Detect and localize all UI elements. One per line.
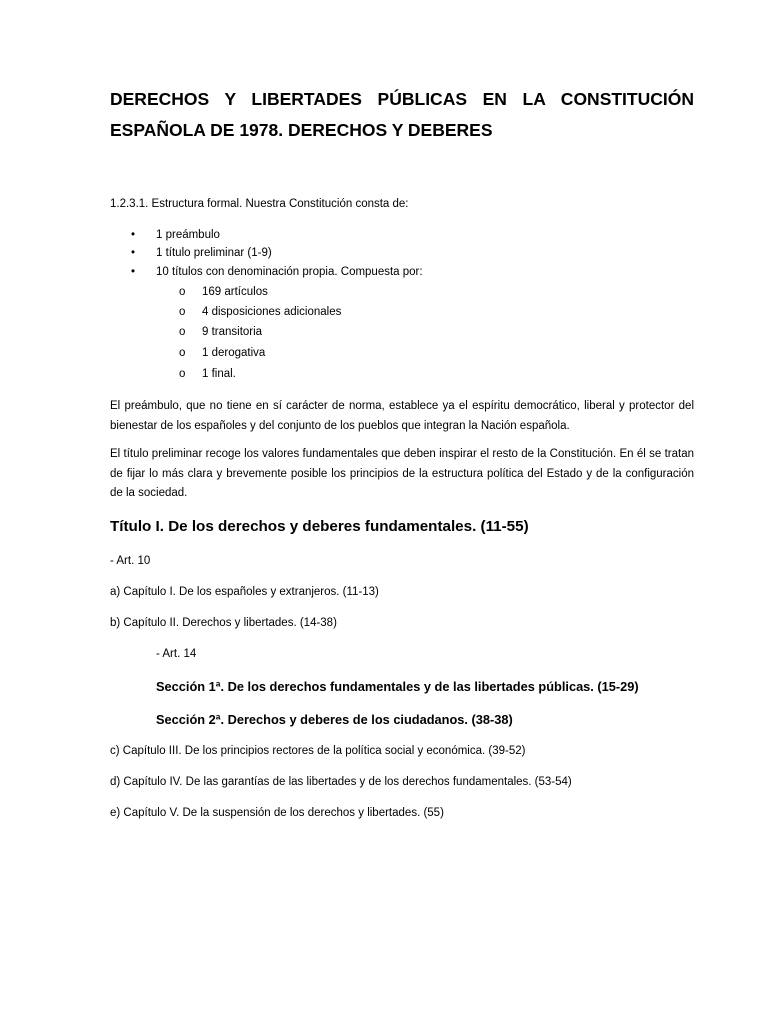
bullet-item: 1 título preliminar (1-9) [156, 247, 272, 259]
sub-item: 9 transitoria [202, 326, 263, 338]
sub-marker: o [179, 368, 186, 380]
sub-marker: o [179, 347, 186, 359]
capitulo-e: e) Capítulo V. De la suspensión de los derechos y libertades. (55) [110, 807, 444, 819]
capitulo-c: c) Capítulo III. De los principios rectores de la política social y económica. (39-52) [110, 745, 526, 757]
heading-titulo-1: Título I. De los derechos y deberes fundamentales. (11-55) [110, 518, 529, 535]
sub-marker: o [179, 306, 186, 318]
bullet-marker: • [131, 266, 136, 278]
sub-item: 169 artículos [202, 286, 268, 298]
seccion-2: Sección 2ª. Derechos y deberes de los ciudadanos. (38-38) [156, 712, 513, 727]
sub-marker: o [179, 286, 186, 298]
capitulo-a: a) Capítulo I. De los españoles y extranjeros. (11-13) [110, 586, 379, 598]
bullet-marker: • [131, 247, 136, 259]
art-10: - Art. 10 [110, 555, 151, 567]
seccion-1: Sección 1ª. De los derechos fundamentales y de las libertades públicas. (15-29) [156, 679, 639, 694]
bullet-item: 1 preámbulo [156, 229, 220, 241]
paragraph-titulo-preliminar: El título preliminar recoge los valores fundamentales que deben inspirar el resto de la Constitución. En él se tratan de fijar lo más clara y brevemente posible los principios de la estructura política del Estado y de la configuración de la sociedad. [110, 448, 694, 499]
bullet-marker: • [131, 229, 136, 241]
bullet-item: 10 títulos con denominación propia. Compuesta por: [156, 266, 423, 278]
capitulo-d: d) Capítulo IV. De las garantías de las libertades y de los derechos fundamentales. (53-54) [110, 776, 572, 788]
art-14: - Art. 14 [156, 648, 197, 660]
sub-item: 1 derogativa [202, 347, 266, 359]
capitulo-b: b) Capítulo II. Derechos y libertades. (14-38) [110, 617, 337, 629]
sub-marker: o [179, 326, 186, 338]
sub-item: 4 disposiciones adicionales [202, 306, 342, 318]
intro-text: 1.2.3.1. Estructura formal. Nuestra Constitución consta de: [110, 198, 409, 210]
document-title: DERECHOS Y LIBERTADES PÚBLICAS EN LA CONSTITUCIÓN ESPAÑOLA DE 1978. DERECHOS Y DEBERES [110, 89, 694, 140]
sub-item: 1 final. [202, 368, 236, 380]
paragraph-preambulo: El preámbulo, que no tiene en sí carácter de norma, establece ya el espíritu democrático, liberal y protector del bienestar de los españoles y del conjunto de los pueblos que integran la Nación española. [110, 400, 694, 432]
